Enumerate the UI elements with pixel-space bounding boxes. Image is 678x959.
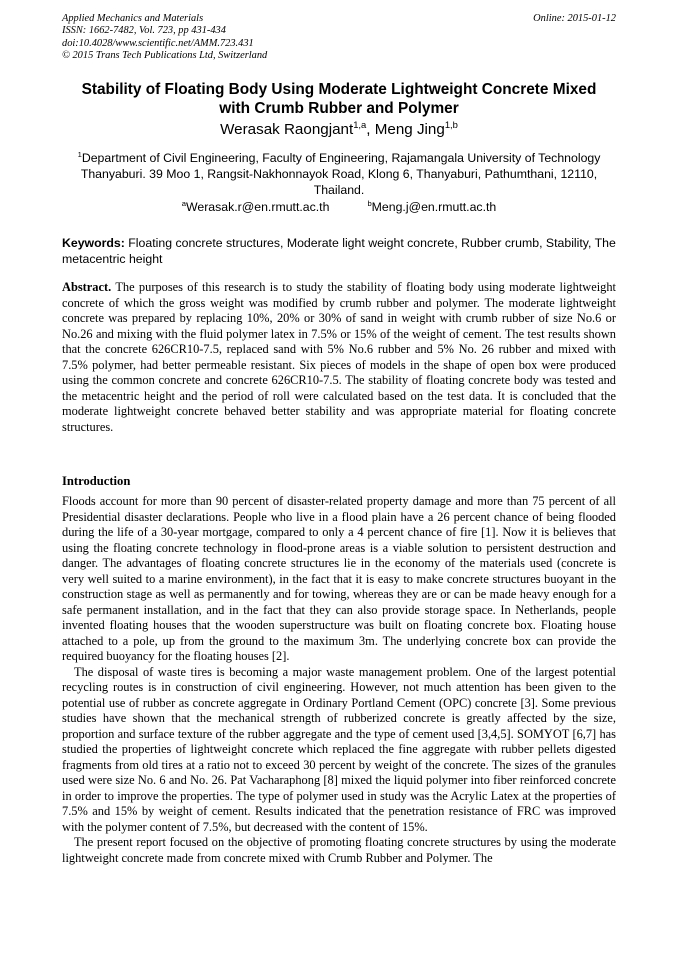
paper-title (62, 80, 616, 118)
email-mark: a (181, 198, 186, 208)
author-affiliation-mark: 1,b (444, 118, 458, 130)
email-link[interactable]: Werasak.r@en.rmutt.ac.th (185, 200, 330, 214)
journal-doi: doi:10.4028/www.scientific.net/AMM.723.431 (62, 37, 254, 49)
abstract-text: The purposes of this research is to study the stability of floating body using moderate lightweight concrete of which the gross weight was modified by crumb rubber and polymer. The moderate lightweight concrete was prepared by replacing 10%, 20% or 30% of sand in weight with crumb rubber of size No.6 or No.26 and mixing with the fluid polymer latex in 7.5% or 15% of the weight of cement. The test results shown that the concrete 626CR10-7.5, replaced sand with 5% No.6 rubber and 5% No. 26 rubber and mixed with 7.5% polymer, had better permeable resistant. Six pieces of models in the shape of open box were produced using the common concrete and concrete 626CR10-7.5. The stability of floating concrete body was tested and the metacentric height and the period of roll were calculated based on the test data. It is concluded that the moderate lightweight concrete behaved better stability and was appropriate material for floating concrete structures. (62, 280, 616, 434)
author-separator: , (366, 121, 375, 138)
online-date: Online: 2015-01-12 (533, 13, 616, 24)
author-name: Werasak Raongjant (220, 121, 354, 138)
paper-title-line-2: with Crumb Rubber and Polymer (219, 100, 459, 117)
journal-copyright: © 2015 Trans Tech Publications Ltd, Switzerland (62, 50, 268, 62)
introduction-body (62, 494, 616, 866)
keywords-text: Floating concrete structures, Moderate light weight concrete, Rubber crumb, Stability, The metacentric height (62, 236, 616, 266)
journal-issn: ISSN: 1662-7482, Vol. 723, pp 431-434 (62, 25, 226, 37)
abstract-label: Abstract. (62, 280, 112, 294)
author-list (62, 118, 616, 139)
email-mark: b (367, 198, 372, 208)
affiliation-text: Department of Civil Engineering, Faculty of Engineering, Rajamangala University of Technology Thanyaburi. 39 Moo 1, Rangsit-Nakhonnayok Road, Klong 6, Thanyaburi, Pathumthani, 12110, Thailand. (80, 151, 601, 197)
paragraph: The present report focused on the objective of promoting floating concrete structures by using the moderate lightweight concrete made from concrete mixed with Crumb Rubber and Polymer. The (62, 835, 616, 865)
paper-title-line-1: Stability of Floating Body Using Moderate Lightweight Concrete Mixed (81, 81, 597, 98)
abstract (62, 280, 616, 435)
author-name: Meng Jing (374, 121, 445, 138)
journal-name: Applied Mechanics and Materials (62, 13, 204, 24)
author-affiliation-mark: 1,a (353, 118, 367, 130)
affiliation (62, 150, 616, 198)
author-emails (62, 199, 616, 215)
section-heading: Introduction (62, 474, 131, 488)
affiliation-mark: 1 (77, 149, 82, 159)
journal-header (62, 13, 267, 63)
paragraph: Floods account for more than 90 percent of disaster-related property damage and more than 75 percent of all Presidential disaster declarations. People who live in a flood plain have a 26 percent chance of being flooded during the life of a 30-year mortgage, compared to only a 4 percent chance of fire [1]. Now it is believes that using the floating concrete technology in flood-prone areas is a viable solution to persistent destruction and danger. The advantages of floating concrete structures lie in the economy of the materials used (concrete is very well suited to a marine environment), in the fact that it is easy to make concrete structures buoyant in the construction stage as well as permanently and for towing, whereas they are or can be made heavy enough for a safe permanent installation, and in the fact that they can also provide storage space. In Netherlands, people invented floating houses that the wooden superstructure was built on floating concrete box. Floating house attached to a pole, up from the ground to the maximum 3m. The underlying concrete box can provide the required buoyancy for the floating houses [2]. (62, 494, 616, 663)
email-link[interactable]: Meng.j@en.rmutt.ac.th (371, 200, 497, 214)
keywords (62, 235, 616, 267)
keywords-label: Keywords: (62, 236, 125, 250)
paragraph: The disposal of waste tires is becoming a major waste management problem. One of the largest potential recycling routes is in construction of civil engineering. However, not much attention has been given to the potential use of rubber as concrete aggregate in Ordinary Portland Cement (OPC) concrete [3]. Some previous studies have shown that the mechanical strength of rubberized concrete is greatly affected by the size, proportion and surface texture of the rubber aggregate and the type of cement used [3,4,5]. SOMYOT [6,7] has studied the properties of lightweight concrete which replaced the fine aggregate with rubber pellets digested fragments from old tires at a ratio not to exceed 30 percent by weight of the concrete. The sizes of the granules used were size No. 6 and No. 26. Pat Vacharaphong [8] mixed the liquid polymer into fiber reinforced concrete in order to improve the properties. The type of polymer used in study was the Acrylic Latex at the properties of 7.5% and 15% by weight of cement. Results indicated that the penetration resistance of FRC was improved with the polymer content of 7.5%, but decreased with the content of 15%. (62, 664, 616, 834)
